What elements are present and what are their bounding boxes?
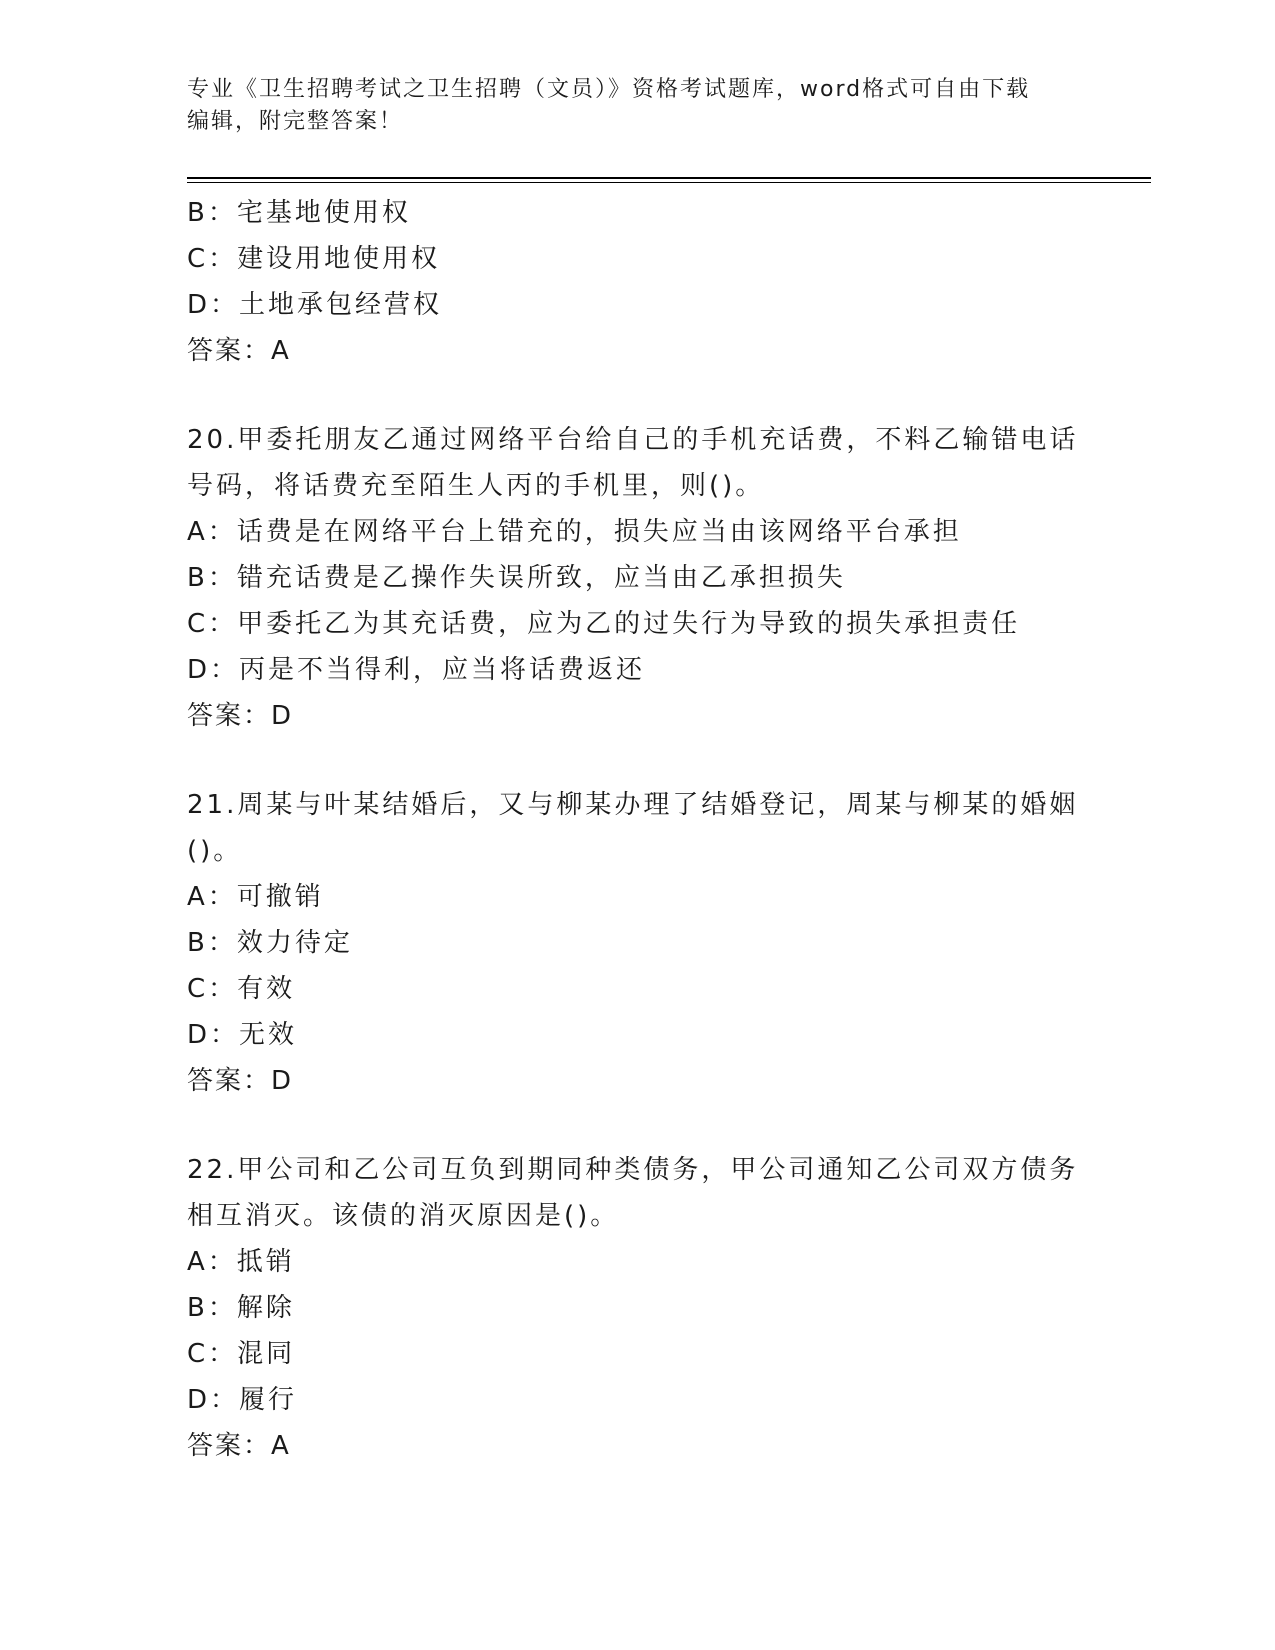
question-stem-line: ()。 xyxy=(187,836,243,866)
question-20 xyxy=(187,417,1087,739)
spacer xyxy=(187,374,1087,417)
question-stem-line: 21.周某与叶某结婚后，又与柳某办理了结婚登记，周某与柳某的婚姻 xyxy=(187,790,1079,820)
option-d: D：丙是不当得利，应当将话费返还 xyxy=(187,655,646,685)
header-line-2: 编辑，附完整答案！ xyxy=(187,109,404,134)
question-19-partial xyxy=(187,190,1087,374)
answer-line: 答案：A xyxy=(187,336,291,366)
option-c: C：建设用地使用权 xyxy=(187,244,441,274)
option-b: B：效力待定 xyxy=(187,928,353,958)
question-stem-line: 相互消灭。该债的消灭原因是()。 xyxy=(187,1201,620,1231)
option-a: A：可撤销 xyxy=(187,882,324,912)
question-list xyxy=(187,190,1087,1469)
option-b: B：宅基地使用权 xyxy=(187,198,411,228)
option-d: D：土地承包经营权 xyxy=(187,290,443,320)
header-rule-thin xyxy=(187,182,1151,183)
answer-line: 答案：D xyxy=(187,701,294,731)
spacer xyxy=(187,739,1087,782)
document-header xyxy=(187,74,1067,138)
option-d: D：无效 xyxy=(187,1020,298,1050)
header-rule-thick xyxy=(187,177,1151,179)
option-b: B：解除 xyxy=(187,1293,295,1323)
spacer xyxy=(187,1104,1087,1147)
option-a: A：话费是在网络平台上错充的，损失应当由该网络平台承担 xyxy=(187,517,962,547)
option-c: C：甲委托乙为其充话费，应为乙的过失行为导致的损失承担责任 xyxy=(187,609,1021,639)
answer-line: 答案：D xyxy=(187,1066,294,1096)
option-d: D：履行 xyxy=(187,1385,298,1415)
question-22 xyxy=(187,1147,1087,1469)
question-stem-line: 22.甲公司和乙公司互负到期同种类债务，甲公司通知乙公司双方债务 xyxy=(187,1155,1079,1185)
question-stem-line: 号码，将话费充至陌生人丙的手机里，则()。 xyxy=(187,471,765,501)
question-21 xyxy=(187,782,1087,1104)
header-line-1: 专业《卫生招聘考试之卫生招聘（文员）》资格考试题库，word格式可自由下载 xyxy=(187,77,1031,102)
option-b: B：错充话费是乙操作失误所致，应当由乙承担损失 xyxy=(187,563,846,593)
option-a: A：抵销 xyxy=(187,1247,295,1277)
option-c: C：混同 xyxy=(187,1339,296,1369)
answer-line: 答案：A xyxy=(187,1431,291,1461)
question-stem-line: 20.甲委托朋友乙通过网络平台给自己的手机充话费，不料乙输错电话 xyxy=(187,425,1079,455)
option-c: C：有效 xyxy=(187,974,296,1004)
